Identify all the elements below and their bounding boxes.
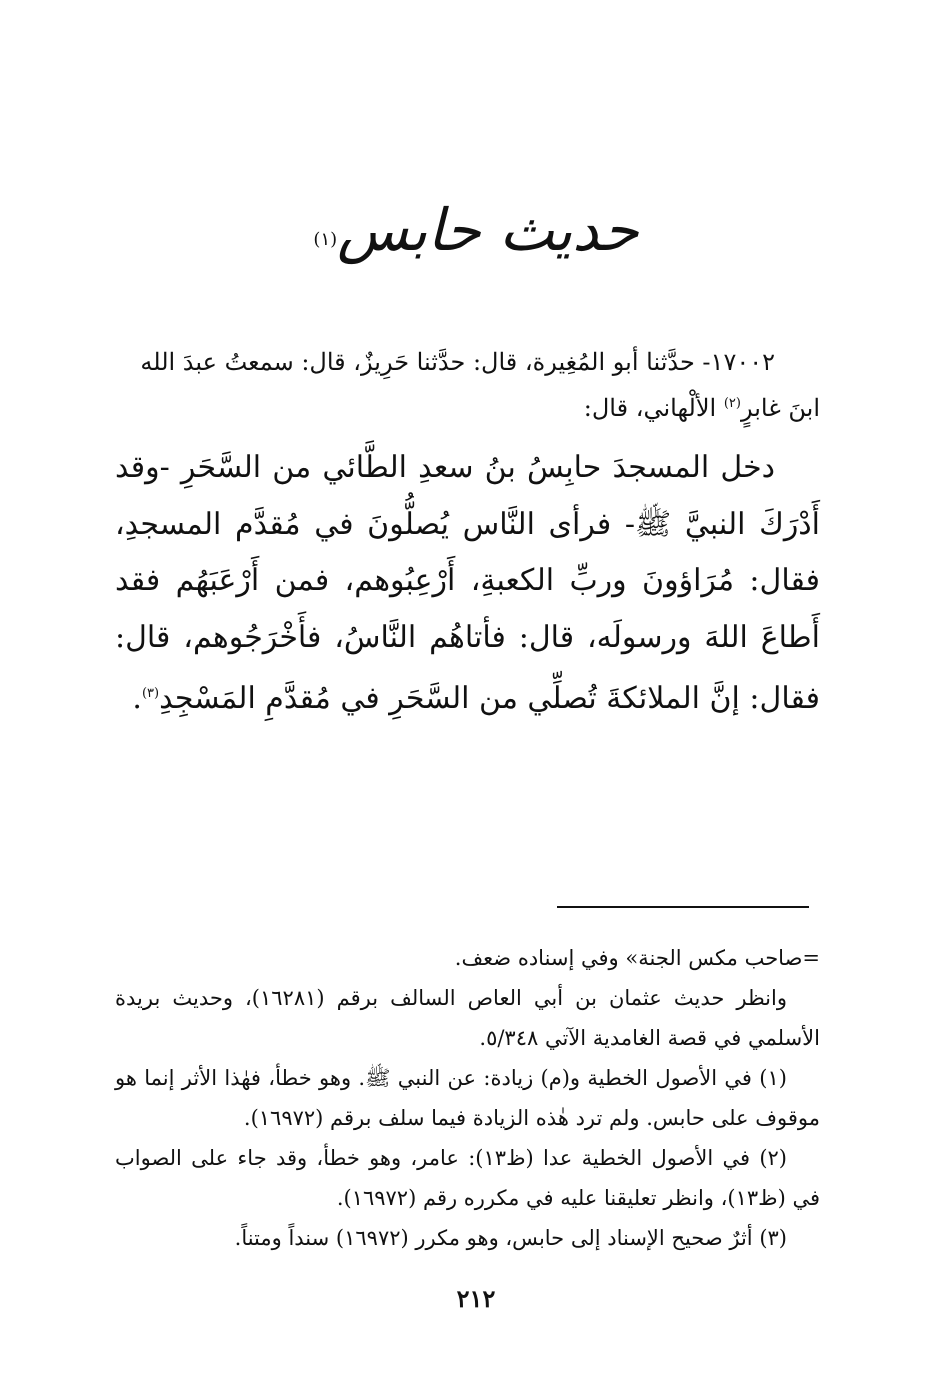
footnote-see-also: وانظر حديث عثمان بن أبي العاص السالف برقم (١٦٢٨١)، وحديث بريدة الأسلمي في قصة الغامدية الآتي ٥/٣٤٨. bbox=[115, 986, 820, 1050]
hadith-isnad bbox=[115, 342, 820, 429]
footnote-2: (٢) في الأصول الخطية عدا (ظ١٣): عامر، وهو خطأ، وقد جاء على الصواب في (ظ١٣)، وانظر تعليقنا عليه في مكرره رقم (١٦٩٧٢). bbox=[115, 1146, 820, 1210]
isnad-name: ابنَ غابرٍ bbox=[740, 394, 820, 422]
isnad-footnote-ref: (٢) bbox=[723, 396, 741, 411]
footnote-continuation: =صاحب مكس الجنة» وفي إسناده ضعف. bbox=[454, 946, 820, 970]
matn-text: دخل المسجدَ حابِسُ بنُ سعدِ الطَّائي من السَّحَرِ -وقد أَدْرَكَ النبيَّ ﷺ- فرأى النَّاس يُصلُّونَ في مُقدَّم المسجدِ، فقال: مُرَاؤونَ وربِّ الكعبةِ، أَرْعِبُوهم، فمن أَرْعَبَهُم فقد أَطاعَ اللهَ ورسولَه، قال: فأتاهُم النَّاسُ، فأَخْرَجُوهم، قال: فقال: إنَّ الملائكةَ تُصلِّي من السَّحَرِ في مُقدَّمِ المَسْجِدِ bbox=[115, 450, 820, 716]
isnad-line-1: ١٧٠٠٢- حدَّثنا أبو المُغِيرة، قال: حدَّثنا حَرِيزٌ، قال: سمعتُ عبدَ الله bbox=[140, 348, 775, 376]
footnote-3: (٣) أثرٌ صحيح الإسناد إلى حابس، وهو مكرر (١٦٩٧٢) سنداً ومتناً. bbox=[234, 1226, 787, 1250]
isnad-rest: الألْهاني، قال: bbox=[583, 394, 724, 422]
matn-footnote-ref: (٣) bbox=[141, 686, 160, 701]
hadith-matn bbox=[115, 440, 820, 728]
footnote-1: (١) في الأصول الخطية و(م) زيادة: عن النبي ﷺ. وهو خطأ، فهٰذا الأثر إنما هو موقوف على حابس. ولم ترد هٰذه الزيادة فيما سلف برقم (١٦٩٧٢). bbox=[115, 1066, 820, 1130]
title-footnote-ref: (١) bbox=[313, 229, 338, 250]
chapter-title bbox=[0, 185, 952, 275]
page-number: ٢١٢ bbox=[456, 1284, 496, 1313]
isnad-line-2 bbox=[115, 383, 820, 429]
footnote-divider bbox=[557, 906, 809, 908]
matn-end: . bbox=[132, 681, 142, 716]
footnotes bbox=[115, 938, 820, 1258]
chapter-title-text: حديث حابس bbox=[337, 196, 639, 264]
matn-paragraph bbox=[115, 440, 820, 728]
